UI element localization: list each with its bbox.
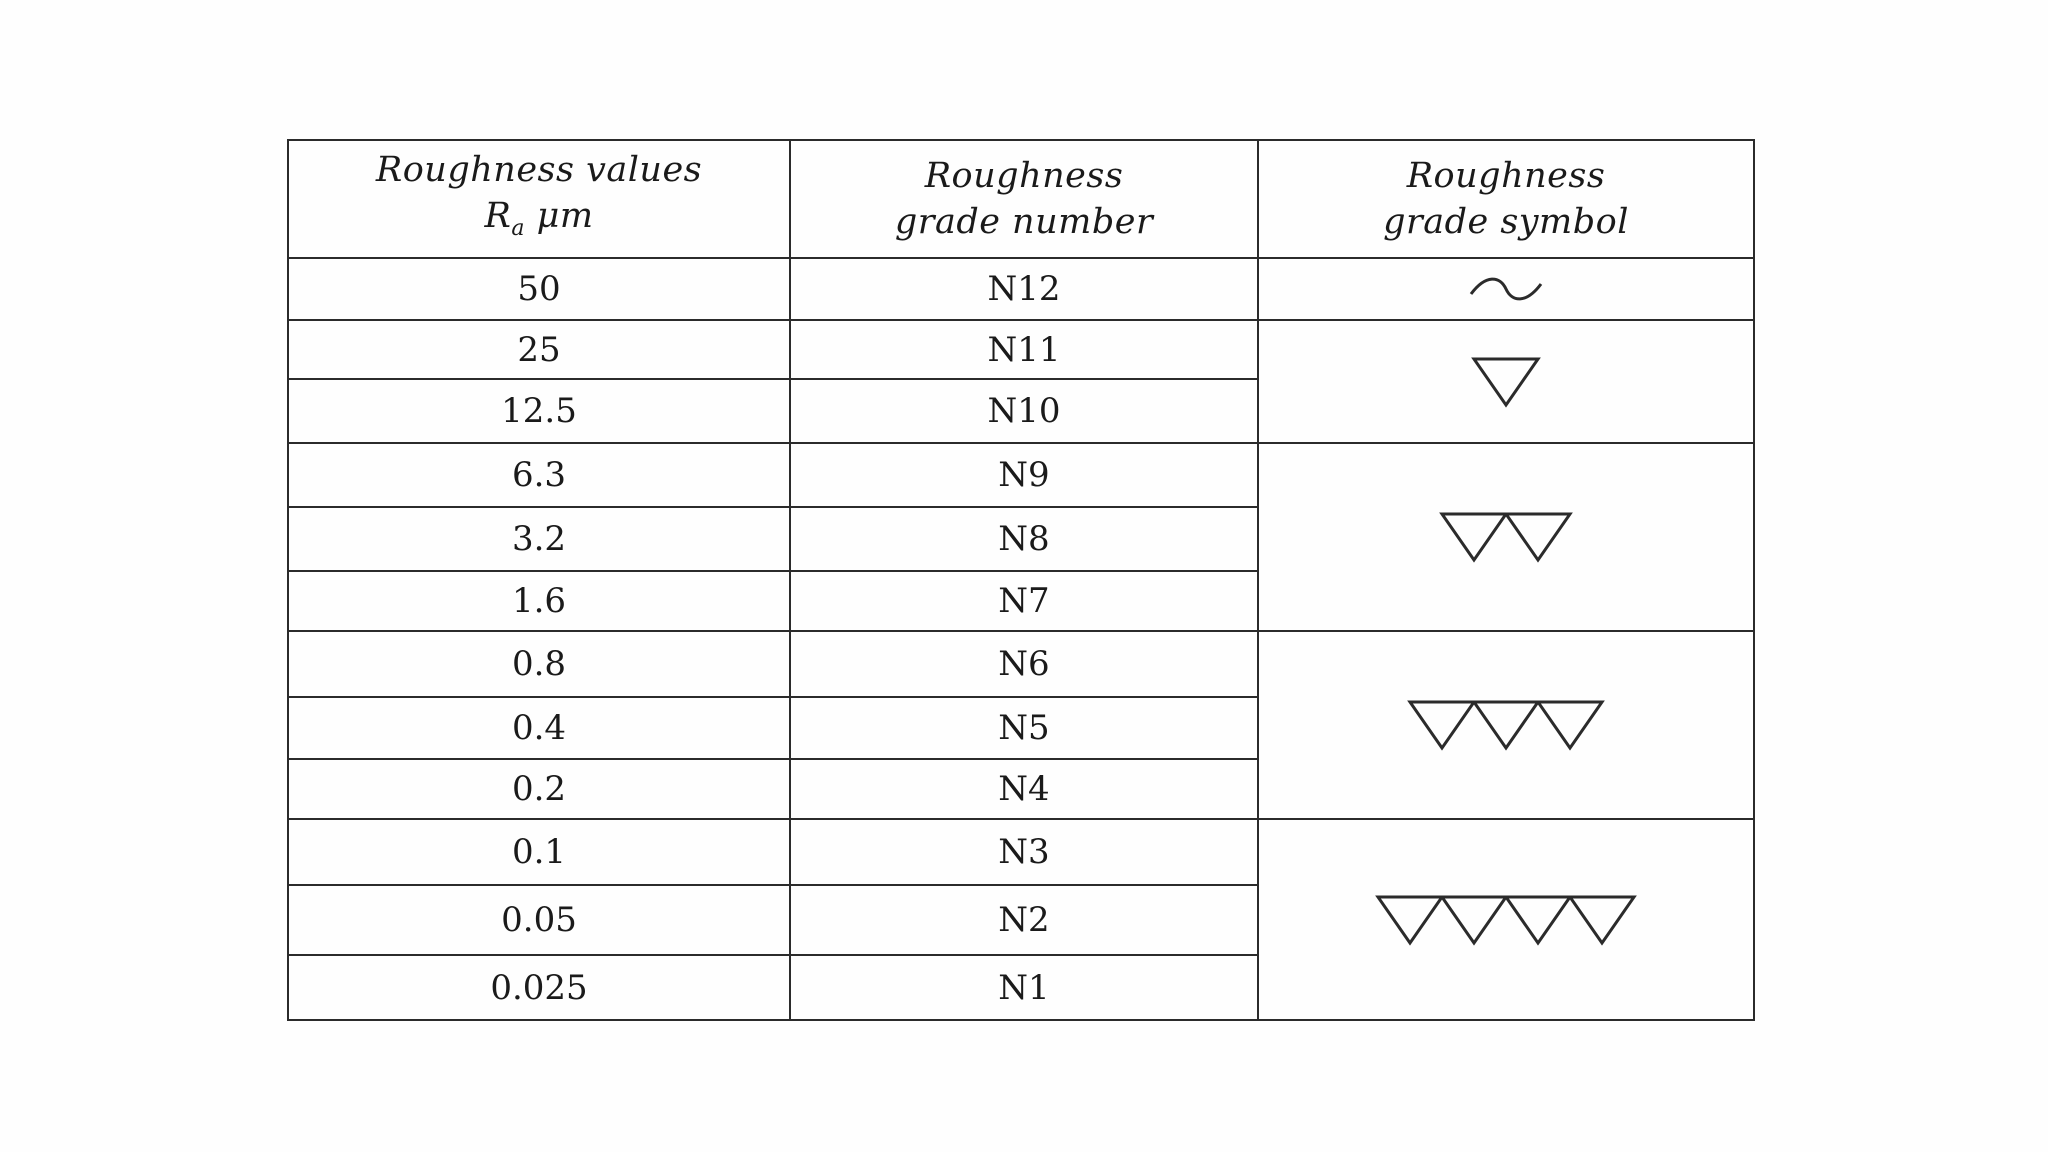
grade-number: N8 [790,507,1258,571]
header-grade-number-line2: grade number [894,202,1154,242]
grade-number: N3 [790,819,1258,885]
grade-number: N12 [790,258,1258,320]
ra-subscript: a [511,215,525,241]
ra-unit: μm [524,195,594,236]
grade-symbol-cell [1258,819,1754,1020]
ra-value: 3.2 [288,507,790,571]
grade-number: N7 [790,571,1258,631]
header-grade-number [790,140,1258,258]
ra-value: 0.8 [288,631,790,697]
three-triangles-symbol-icon [1407,698,1605,752]
roughness-table [287,139,1755,1021]
four-triangles-symbol-icon [1375,893,1637,947]
header-row [288,140,1754,258]
table-row [288,443,1754,507]
ra-value: 0.4 [288,697,790,759]
table-row [288,819,1754,885]
header-roughness-values [288,140,790,258]
ra-value: 0.05 [288,885,790,955]
grade-symbol-cell [1258,631,1754,819]
grade-symbol-cell [1258,320,1754,443]
header-grade-symbol [1258,140,1754,258]
header-grade-symbol-line1: Roughness [1406,156,1606,196]
grade-number: N4 [790,759,1258,819]
grade-number: N9 [790,443,1258,507]
table-row [288,258,1754,320]
one-triangle-symbol-icon [1471,355,1541,409]
grade-number: N11 [790,320,1258,379]
grade-symbol-cell [1258,443,1754,631]
ra-value: 0.025 [288,955,790,1020]
ra-value: 6.3 [288,443,790,507]
tilde-symbol-icon [1466,272,1546,306]
grade-number: N10 [790,379,1258,443]
table-row [288,320,1754,379]
grade-number: N1 [790,955,1258,1020]
header-grade-number-line1: Roughness [924,156,1124,196]
ra-value: 0.1 [288,819,790,885]
ra-value: 1.6 [288,571,790,631]
ra-value: 12.5 [288,379,790,443]
ra-value: 50 [288,258,790,320]
grade-symbol-cell [1258,258,1754,320]
ra-value: 0.2 [288,759,790,819]
two-triangles-symbol-icon [1439,510,1573,564]
grade-number: N6 [790,631,1258,697]
ra-symbol: R [484,195,512,236]
header-values-line1: Roughness values [375,149,703,190]
grade-number: N2 [790,885,1258,955]
ra-value: 25 [288,320,790,379]
table-row [288,631,1754,697]
grade-number: N5 [790,697,1258,759]
header-values-line2 [289,193,789,252]
header-grade-symbol-line2: grade symbol [1383,202,1629,242]
